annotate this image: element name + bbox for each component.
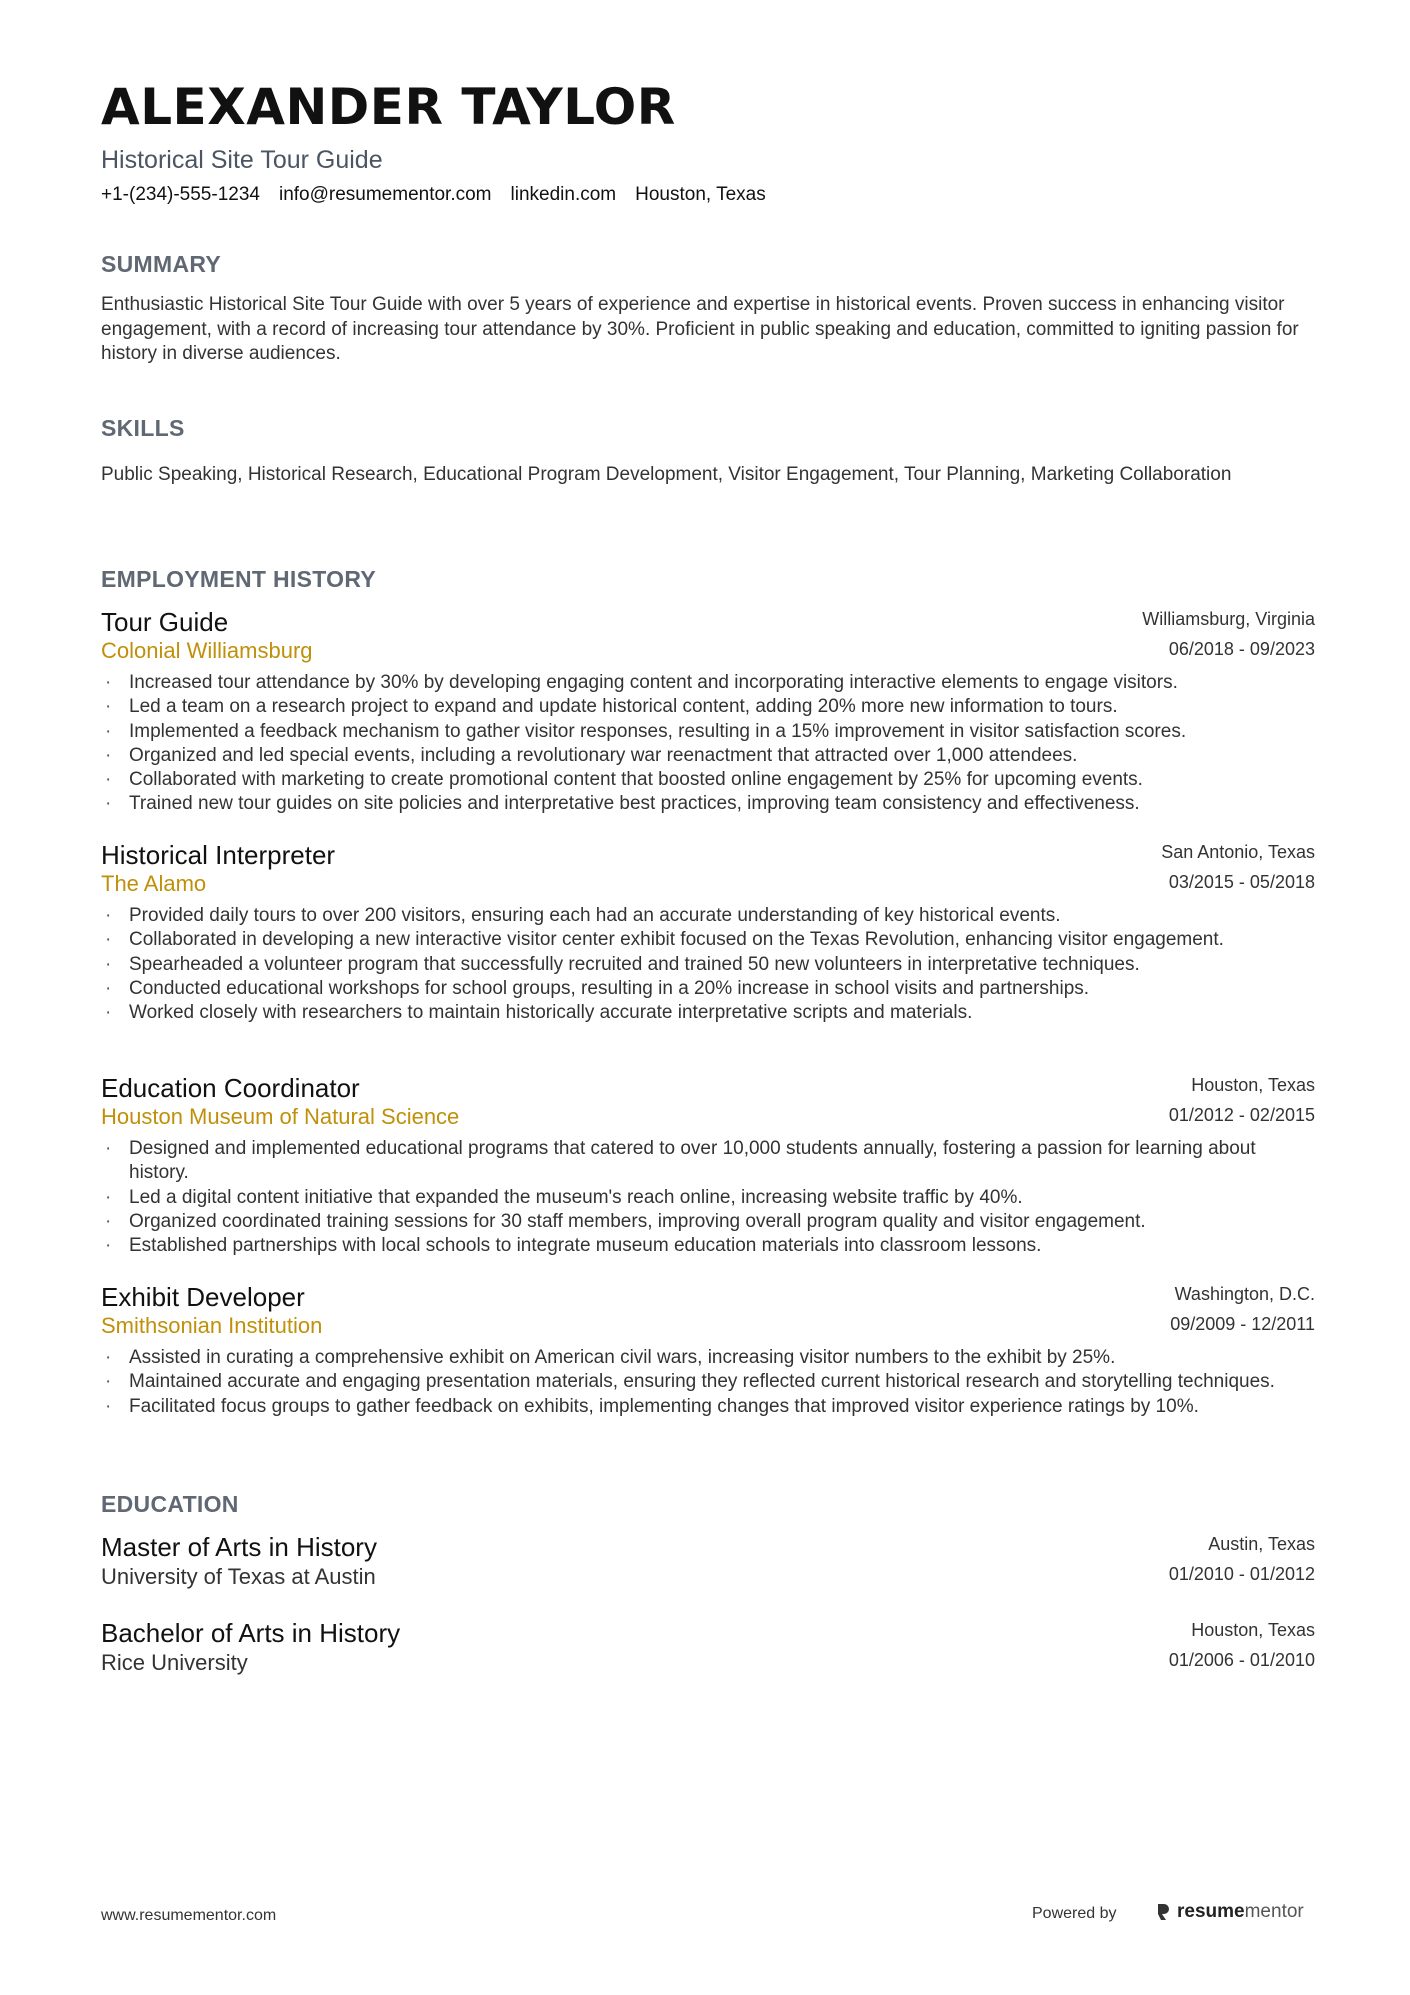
job-title: Historical Interpreter [101, 840, 336, 870]
contact-line [101, 184, 766, 206]
job-company: Houston Museum of Natural Science [101, 1104, 460, 1129]
job-bullets [101, 1346, 1315, 1419]
job-location: Williamsburg, Virginia [1142, 609, 1315, 629]
contact-email: info@resumementor.com [278, 184, 492, 205]
candidate-role: Historical Site Tour Guide [101, 146, 383, 174]
job-bullets [101, 904, 1315, 1025]
job-bullet: · Organized coordinated training sessions for 30 staff members, improving overall program quality and visitor engagement. [101, 1210, 1315, 1234]
job-title: Education Coordinator [101, 1073, 360, 1103]
education-school: University of Texas at Austin [101, 1564, 376, 1589]
job-bullet: · Designed and implemented educational programs that catered to over 10,000 students annually, fostering a passion for learning about history. [101, 1137, 1315, 1186]
skills-text: Public Speaking, Historical Research, Educational Program Development, Visitor Engagement, Tour Planning, Marketing Collaboration [101, 464, 1232, 485]
job-dates: 01/2012 - 02/2015 [1168, 1105, 1315, 1125]
summary-text: Enthusiastic Historical Site Tour Guide with over 5 years of experience and expertise in historical events. Proven success in enhancing visitor engagement, with a record of increasing tour attendance by 30%. Proficient in public speaking and education, committed to igniting passion for history in diverse audiences. [101, 294, 1299, 364]
job-title: Tour Guide [101, 607, 229, 637]
job-location: San Antonio, Texas [1161, 842, 1315, 862]
education-school: Rice University [101, 1650, 248, 1675]
job-company: The Alamo [101, 871, 207, 896]
job-dates: 09/2009 - 12/2011 [1170, 1314, 1315, 1334]
education-location: Houston, Texas [1191, 1620, 1315, 1640]
job-bullet: · Established partnerships with local schools to integrate museum education materials into classroom lessons. [101, 1234, 1315, 1258]
job-bullet: · Spearheaded a volunteer program that successfully recruited and trained 50 new volunteers in interpretative techniques. [101, 953, 1315, 977]
job-bullets [101, 671, 1315, 817]
education-entry [101, 1532, 1315, 1592]
job-bullet: · Provided daily tours to over 200 visitors, ensuring each had an accurate understanding of key historical events. [101, 904, 1315, 928]
job-bullet: · Trained new tour guides on site policies and interpretative best practices, improving team consistency and effectiveness. [101, 792, 1315, 816]
resumementor-logo-icon [1155, 1902, 1171, 1922]
job-dates: 06/2018 - 09/2023 [1168, 639, 1315, 659]
job-company: Smithsonian Institution [101, 1313, 323, 1338]
contact-phone: +1-(234)-555-1234 [101, 184, 260, 205]
contact-linkedin: linkedin.com [510, 184, 617, 205]
job-bullet: · Led a digital content initiative that expanded the museum's reach online, increasing website traffic by 40%. [101, 1186, 1315, 1210]
job-bullet: · Facilitated focus groups to gather feedback on exhibits, implementing changes that improved visitor experience ratings by 10%. [101, 1395, 1315, 1419]
job-location: Washington, D.C. [1174, 1284, 1315, 1304]
job-dates: 03/2015 - 05/2018 [1168, 872, 1315, 892]
education-dates: 01/2010 - 01/2012 [1168, 1564, 1315, 1584]
job-bullets [101, 1137, 1315, 1258]
summary-heading: SUMMARY [101, 251, 222, 277]
contact-location: Houston, Texas [635, 184, 766, 205]
job-bullet: · Collaborated in developing a new interactive visitor center exhibit focused on the Texas Revolution, enhancing visitor engagement. [101, 928, 1315, 952]
education-degree: Master of Arts in History [101, 1532, 377, 1562]
job-company: Colonial Williamsburg [101, 638, 313, 663]
education-dates: 01/2006 - 01/2010 [1168, 1650, 1315, 1670]
job-bullet: · Implemented a feedback mechanism to gather visitor responses, resulting in a 15% improvement in visitor satisfaction scores. [101, 720, 1315, 744]
job-bullet: · Conducted educational workshops for school groups, resulting in a 20% increase in school visits and partnerships. [101, 977, 1315, 1001]
job-bullet: · Collaborated with marketing to create promotional content that boosted online engagement by 25% for upcoming events. [101, 768, 1315, 792]
resumementor-logo-text: resumementor [1177, 1901, 1304, 1922]
job-title: Exhibit Developer [101, 1282, 305, 1312]
employment-heading: EMPLOYMENT HISTORY [101, 566, 377, 592]
job-bullet: · Assisted in curating a comprehensive exhibit on American civil wars, increasing visitor numbers to the exhibit by 25%. [101, 1346, 1315, 1370]
education-entry [101, 1618, 1315, 1678]
job-bullet: · Worked closely with researchers to maintain historically accurate interpretative scripts and materials. [101, 1001, 1315, 1025]
education-degree: Bachelor of Arts in History [101, 1618, 401, 1648]
education-heading: EDUCATION [101, 1491, 239, 1517]
footer-website-link[interactable]: www.resumementor.com [101, 1907, 277, 1924]
education-location: Austin, Texas [1208, 1534, 1315, 1554]
job-bullet: · Led a team on a research project to expand and update historical content, adding 20% more new information to tours. [101, 695, 1315, 719]
footer-powered-by: Powered by [1032, 1905, 1117, 1922]
candidate-name: ALEXANDER TAYLOR [101, 78, 676, 136]
job-bullet: · Organized and led special events, including a revolutionary war reenactment that attracted over 1,000 attendees. [101, 744, 1315, 768]
job-bullet: · Increased tour attendance by 30% by developing engaging content and incorporating interactive elements to engage visitors. [101, 671, 1315, 695]
resumementor-logo[interactable] [1155, 1901, 1304, 1923]
job-location: Houston, Texas [1191, 1075, 1315, 1095]
skills-heading: SKILLS [101, 415, 185, 441]
job-bullet: · Maintained accurate and engaging presentation materials, ensuring they reflected current historical research and storytelling techniques. [101, 1370, 1315, 1394]
